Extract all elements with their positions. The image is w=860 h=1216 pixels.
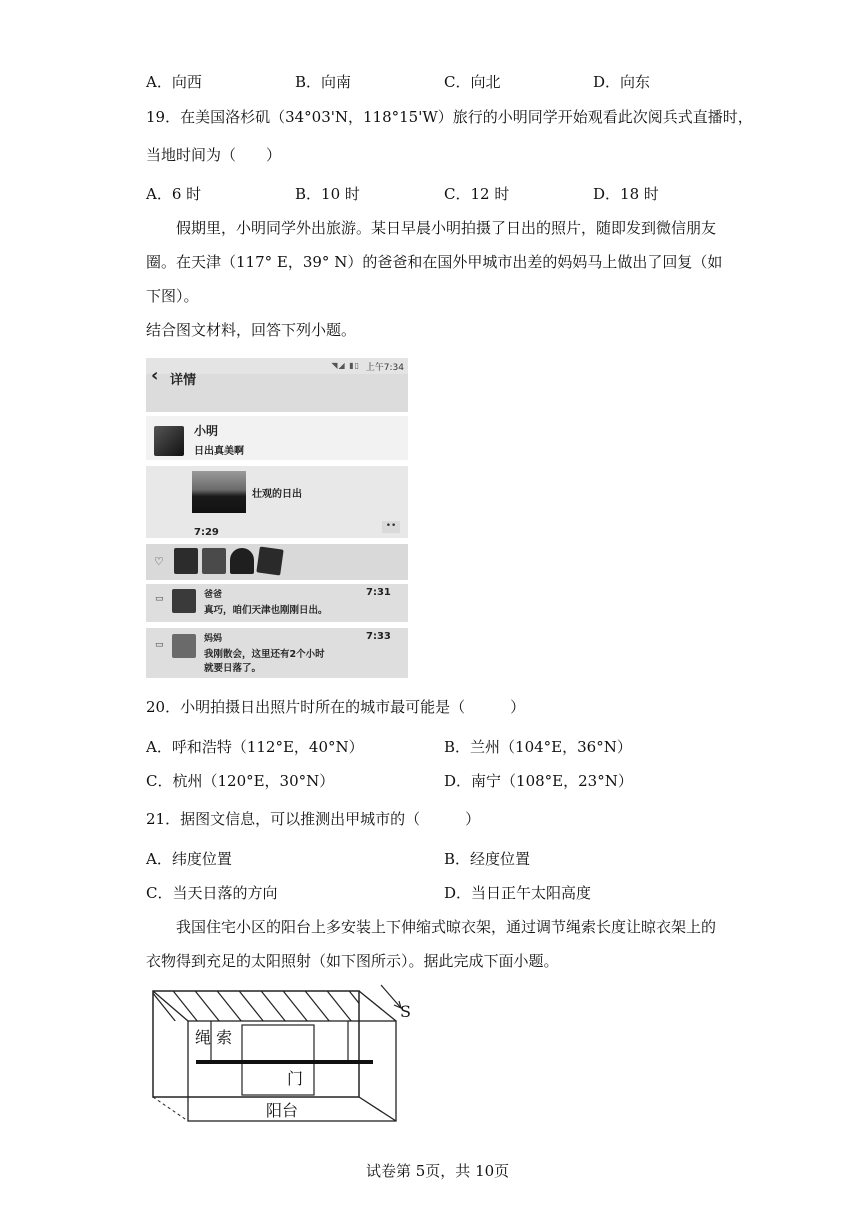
comment-name: 妈妈 [204,634,223,644]
q19-option-b: B．10 时 [295,185,360,203]
back-arrow-icon[interactable]: ‹ [151,365,159,386]
passage1-line2: 圈。在天津（117° E，39° N）的爸爸和在国外甲城市出差的妈妈马上做出了回复（如 [146,253,723,271]
comment-text: 就要日落了。 [204,663,262,674]
q18-option-a: A．向西 [146,73,202,91]
comment-name: 爸爸 [204,590,223,600]
comment-text: 真巧，咱们天津也刚刚日出。 [204,605,328,616]
comment-time: 7:33 [366,631,391,642]
shared-link-title: 壮观的日出 [252,489,302,500]
like-avatar [256,546,283,575]
q20-option-a: A．呼和浩特（112°E，40°N） [146,738,364,756]
signal-battery-icon: ◥◢ ▮▯ [331,361,360,370]
passage2-line2: 衣物得到充足的太阳照射（如下图所示）。据此完成下面小题。 [146,952,559,970]
more-options-icon[interactable]: •• [382,521,400,533]
status-time: 上午7:34 [365,363,404,373]
q19-stem-line2: 当地时间为（ ） [146,146,282,164]
avatar [154,426,184,456]
door-label: 门 [287,1069,304,1088]
q19-option-d: D．18 时 [593,185,659,203]
q21-option-d: D．当日正午太阳高度 [444,884,592,902]
like-avatar [230,548,254,574]
ceiling-hatching [140,982,378,1027]
like-avatar [174,548,198,574]
shared-link-card[interactable] [146,466,408,538]
page-footer: 试卷第 5页，共 10页 [366,1162,510,1180]
post-username: 小明 [194,424,219,438]
nav-title: 详情 [170,373,197,388]
q18-option-b: B．向南 [295,73,352,91]
q18-option-c: C．向北 [444,73,501,91]
q21-option-c: C．当天日落的方向 [146,884,278,902]
comment-time: 7:31 [366,587,391,598]
passage2-line1: 我国住宅小区的阳台上多安装上下伸缩式晾衣架，通过调节绳索长度让晾衣架上的 [176,918,717,936]
passage1-line1: 假期里，小明同学外出旅游。某日早晨小明拍摄了日出的照片，随即发到微信朋友 [176,219,717,237]
rope-label: 绳 索 [195,1028,233,1047]
comment-icon: ▭ [155,594,164,604]
heart-icon: ♡ [154,555,164,568]
q20-stem: 20．小明拍摄日出照片时所在的城市最可能是（ ） [146,698,526,716]
south-label: S [400,1002,411,1021]
q21-option-b: B．经度位置 [444,850,531,868]
sunrise-thumbnail [192,471,246,513]
q20-option-c: C．杭州（120°E，30°N） [146,772,335,790]
passage1-line4: 结合图文材料，回答下列小题。 [146,321,357,339]
like-avatar [202,548,226,574]
comment-avatar [172,634,196,658]
comment-avatar [172,589,196,613]
q19-stem-line1: 19．在美国洛杉矶（34°03'N，118°15'W）旅行的小明同学开始观看此次阅兵式直播时， [146,108,753,126]
wechat-moments-screenshot [146,358,408,678]
q18-option-d: D．向东 [593,73,651,91]
post-header [146,416,408,460]
q21-option-a: A．纬度位置 [146,850,232,868]
q20-option-b: B．兰州（104°E，36°N） [444,738,632,756]
balcony-label: 阳台 [266,1101,299,1120]
q21-stem: 21．据图文信息，可以推测出甲城市的（ ） [146,810,481,828]
passage1-line3: 下图）。 [146,287,199,305]
q20-option-d: D．南宁（108°E，23°N） [444,772,633,790]
comment-icon: ▭ [155,640,164,650]
south-arrow-icon [381,985,401,1008]
comment-text: 我刚散会，这里还有2个小时 [204,649,325,660]
q19-option-a: A．6 时 [146,185,202,203]
post-text: 日出真美啊 [194,446,244,457]
post-time: 7:29 [194,527,219,538]
q19-option-c: C．12 时 [444,185,510,203]
